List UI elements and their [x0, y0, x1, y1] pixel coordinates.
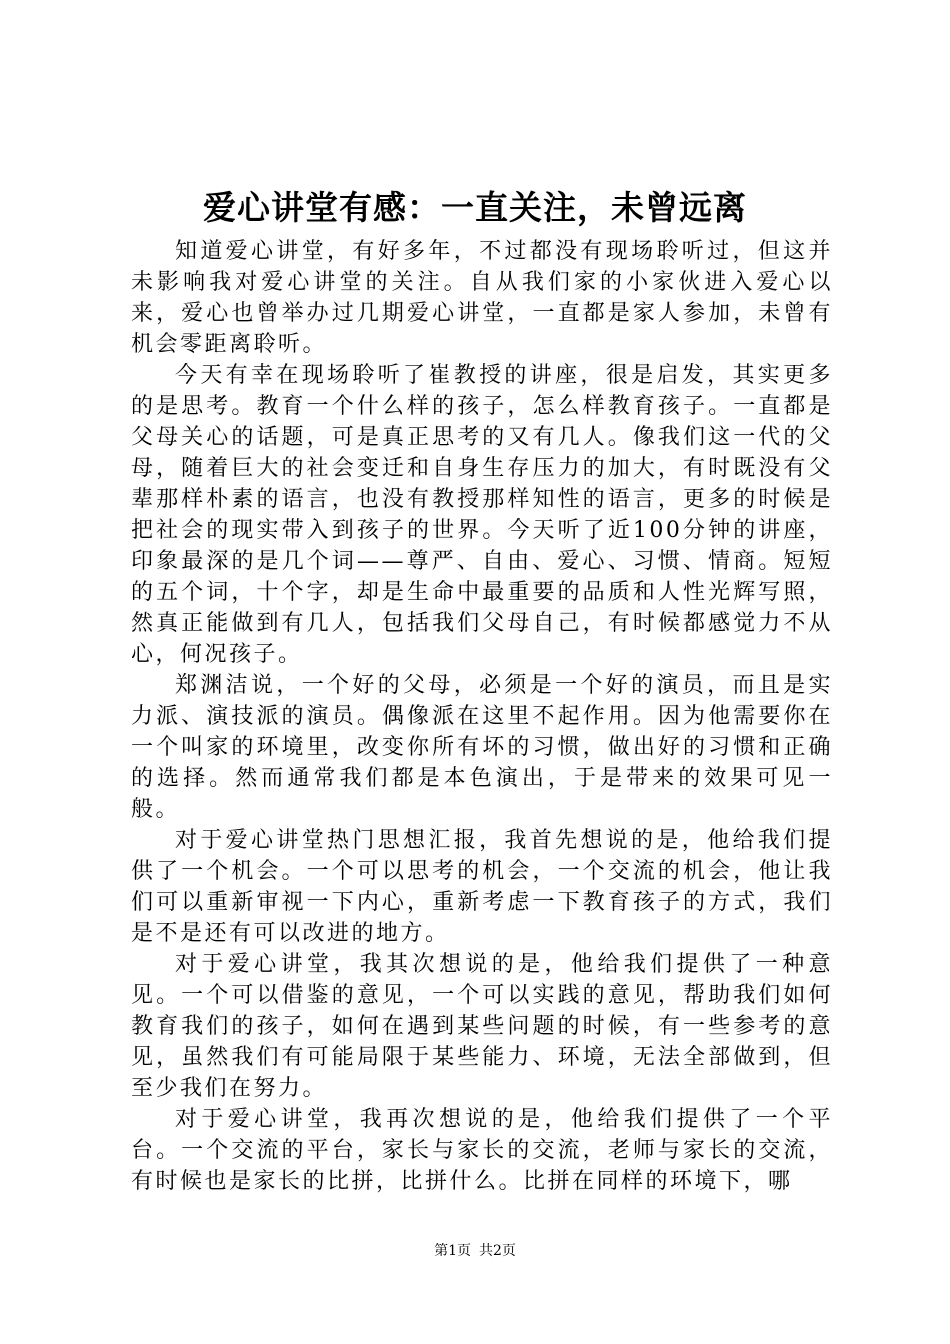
paragraph: 郑渊洁说，一个好的父母，必须是一个好的演员，而且是实力派、演技派的演员。偶像派在这里不起作用。因为他需要你在一个叫家的环境里，改变你所有坏的习惯，做出好的习惯和正确的选择。然而通常我们都是本色演出，于是带来的效果可见一般。 — [131, 673, 833, 822]
paragraph: 对于爱心讲堂热门思想汇报，我首先想说的是，他给我们提供了一个机会。一个可以思考的机会，一个交流的机会，他让我们可以重新审视一下内心，重新考虑一下教育孩子的方式，我们是不是还有可以改进的地方。 — [131, 828, 833, 946]
page-total: 共2页 — [479, 1243, 516, 1259]
document-body — [131, 236, 833, 1197]
paragraph: 对于爱心讲堂，我其次想说的是，他给我们提供了一种意见。一个可以借鉴的意见，一个可以实践的意见，帮助我们如何教育我们的孩子，如何在遇到某些问题的时候，有一些参考的意见，虽然我们有可能局限于某些能力、环境，无法全部做到，但至少我们在努力。 — [131, 952, 833, 1101]
paragraph: 今天有幸在现场聆听了崔教授的讲座，很是启发，其实更多的是思考。教育一个什么样的孩子，怎么样教育孩子。一直都是父母关心的话题，可是真正思考的又有几人。像我们这一代的父母，随着巨大的社会变迁和自身生存压力的加大，有时既没有父辈那样朴素的语言，也没有教授那样知性的语言，更多的时候是把社会的现实带入到孩子的世界。今天听了近100分钟的讲座，印象最深的是几个词——尊严、自由、爱心、习惯、情商。短短的五个词，十个字，却是生命中最重要的品质和人性光辉写照，然真正能做到有几人，包括我们父母自己，有时候都感觉力不从心，何况孩子。 — [131, 363, 833, 667]
page-number: 第1页 — [434, 1243, 471, 1259]
page-footer — [0, 1241, 950, 1261]
document-title: 爱心讲堂有感：一直关注，未曾远离 — [203, 188, 747, 227]
paragraph: 对于爱心讲堂，我再次想说的是，他给我们提供了一个平台。一个交流的平台，家长与家长的交流，老师与家长的交流，有时候也是家长的比拼，比拼什么。比拼在同样的环境下，哪 — [131, 1107, 833, 1194]
paragraph: 知道爱心讲堂，有好多年，不过都没有现场聆听过，但这并未影响我对爱心讲堂的关注。自从我们家的小家伙进入爱心以来，爱心也曾举办过几期爱心讲堂，一直都是家人参加，未曾有机会零距离聆听。 — [131, 239, 833, 357]
